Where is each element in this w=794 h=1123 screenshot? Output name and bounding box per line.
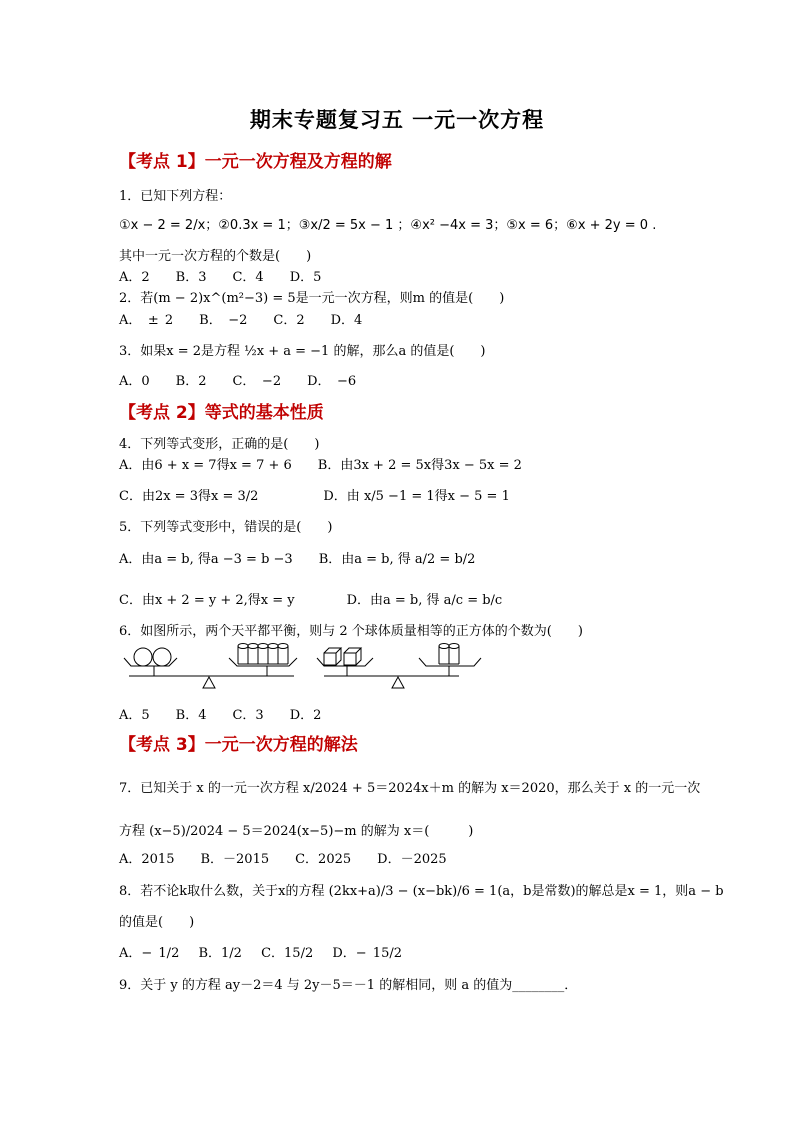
question-5-options-ab: A．由a = b, 得a −3 = b −3 B．由a = b, 得 a/2 = b/2 — [119, 552, 476, 567]
question-7-options: A．2015 B．－2015 C．2025 D．－2025 — [119, 852, 447, 867]
left-fulcrum — [203, 677, 215, 688]
question-7-line-1: 7．已知关于 x 的一元一次方程 x/2024 + 5＝2024x＋m 的解为 x＝2020，那么关于 x 的一元一次 — [119, 781, 701, 796]
question-1-equations: ①x − 2 = 2/x；②0.3x = 1；③x/2 = 5x − 1 ；④x² −4x = 3；⑤x = 6；⑥x + 2y = 0 . — [119, 218, 657, 233]
question-1-options: A．2 B．3 C．4 D．5 — [119, 270, 322, 285]
page-title: 期末专题复习五 一元一次方程 — [249, 108, 545, 132]
right-cylinders — [439, 644, 459, 665]
question-8-line-2: 的值是( ) — [119, 915, 195, 930]
question-3-options: A．0 B．2 C． −2 D． −6 — [119, 374, 357, 389]
right-fulcrum — [392, 677, 404, 688]
section-heading-1: 【考点 1】一元一次方程及方程的解 — [119, 152, 392, 172]
left-pan-right — [229, 658, 297, 666]
question-9-stem: 9．关于 y 的方程 ay－2＝4 与 2y－5＝－1 的解相同，则 a 的值为________． — [119, 978, 578, 993]
question-2-options: A． ± 2 B． −2 C．2 D．4 — [119, 313, 363, 328]
question-2-stem: 2．若(m − 2)x^(m²−3) = 5是一元一次方程，则m 的值是( ) — [119, 291, 505, 306]
question-6-options: A．5 B．4 C．3 D．2 — [119, 708, 322, 723]
question-1-ask: 其中一元一次方程的个数是( ) — [119, 249, 312, 264]
question-5-options-cd: C．由x + 2 = y + 2,得x = y D．由a = b, 得 a/c = b/c — [119, 593, 503, 608]
sphere-2 — [153, 648, 171, 666]
question-4-stem: 4．下列等式变形，正确的是( ) — [119, 437, 320, 452]
question-7-line-2: 方程 (x−5)/2024 − 5＝2024(x−5)−m 的解为 x＝( ) — [119, 824, 474, 839]
section-heading-3: 【考点 3】一元一次方程的解法 — [119, 735, 358, 755]
left-balance — [124, 644, 297, 689]
section-heading-2: 【考点 2】等式的基本性质 — [119, 403, 324, 423]
question-1-stem: 1．已知下列方程： — [119, 189, 232, 204]
balance-scales-figure — [119, 636, 499, 698]
question-5-stem: 5．下列等式变形中，错误的是( ) — [119, 520, 333, 535]
sphere-1 — [134, 648, 152, 666]
right-balance — [317, 644, 481, 689]
cubes-group — [324, 648, 361, 665]
question-4-options-cd: C．由2x = 3得x = 3/2 D．由 x/5 −1 = 1得x − 5 = 1 — [119, 489, 510, 504]
cylinders-group — [238, 644, 288, 665]
question-8-options: A．− 1/2 B．1/2 C．15/2 D．− 15/2 — [119, 946, 402, 961]
question-8-line-1: 8．若不论k取什么数，关于x的方程 (2kx+a)/3 − (x−bk)/6 = 1(a，b是常数)的解总是x = 1，则a − b — [119, 884, 724, 899]
question-3-stem: 3．如果x = 2是方程 ½x + a = −1 的解，那么a 的值是( ) — [119, 344, 486, 359]
question-4-options-ab: A．由6 + x = 7得x = 7 + 6 B．由3x + 2 = 5x得3x − 5x = 2 — [119, 458, 522, 473]
question-6-stem: 6．如图所示，两个天平都平衡，则与 2 个球体质量相等的正方体的个数为( ) — [119, 624, 583, 639]
right-pan-right — [419, 658, 481, 666]
